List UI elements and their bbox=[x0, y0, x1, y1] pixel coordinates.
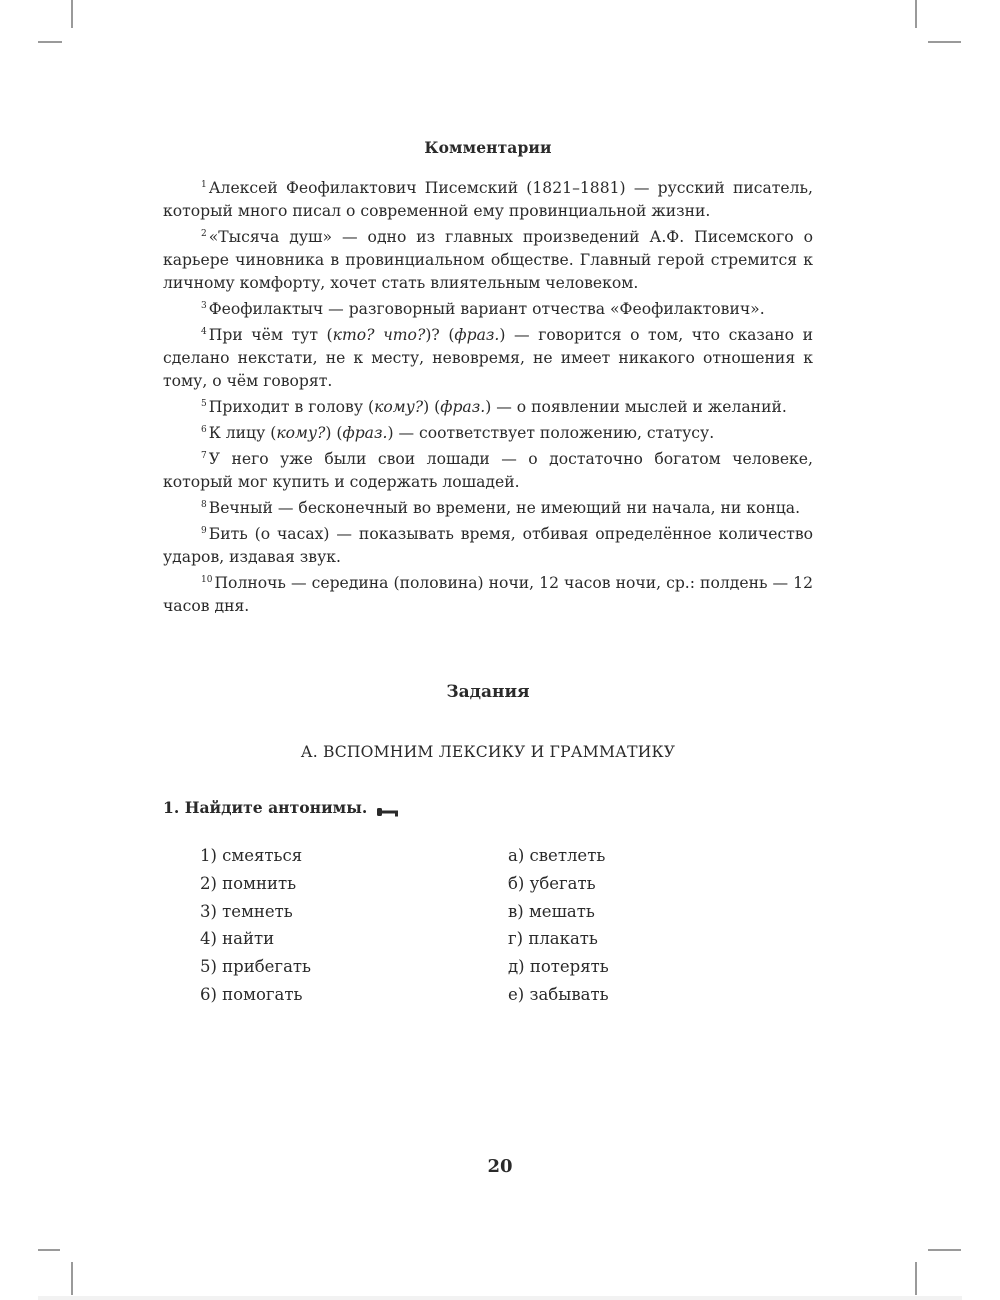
left-column bbox=[200, 842, 508, 1009]
crop-mark-bottom-left-vertical bbox=[71, 1262, 73, 1295]
footnote bbox=[163, 419, 813, 445]
left-item: 6) помогать bbox=[200, 984, 303, 1004]
footnote bbox=[163, 321, 813, 393]
left-item: 5) прибегать bbox=[200, 957, 312, 977]
footnote bbox=[163, 393, 813, 419]
footnote bbox=[163, 520, 813, 569]
crop-mark-bottom-right-horizontal bbox=[928, 1249, 961, 1251]
section-title: А. ВСПОМНИМ ЛЕКСИКУ И ГРАММАТИКУ bbox=[300, 743, 676, 761]
right-item: е) забывать bbox=[508, 984, 609, 1004]
footnote-italic-text: кому? bbox=[374, 398, 424, 416]
footnote-number: 1 bbox=[201, 180, 207, 190]
footnote-text: Приходит в голову ( bbox=[208, 398, 375, 416]
footnote-italic-text: фраз. bbox=[342, 424, 388, 442]
footnote-text: ) — о появлении мыслей и желаний. bbox=[485, 398, 787, 416]
crop-mark-top-left-horizontal bbox=[38, 41, 62, 43]
footnote-number: 4 bbox=[201, 327, 207, 337]
footnote-number: 8 bbox=[201, 500, 207, 510]
footnote-italic-text: фраз. bbox=[454, 326, 500, 344]
footnote bbox=[163, 569, 813, 618]
task-1-heading bbox=[163, 796, 813, 820]
right-item: а) светлеть bbox=[508, 846, 606, 865]
footnote-text: Полночь — середина (половина) ночи, 12 часов ночи, ср.: полдень — 12 часов дня. bbox=[163, 574, 813, 615]
key-icon bbox=[377, 802, 403, 814]
footnotes-list bbox=[163, 174, 813, 618]
footnote-text: К лицу ( bbox=[208, 424, 277, 442]
footnote-text: )? ( bbox=[425, 326, 455, 344]
left-item: 1) смеяться bbox=[200, 846, 303, 865]
footnote-text: При чём тут ( bbox=[208, 326, 333, 344]
footnote-text: Алексей Феофилактович Писемский (1821–1881) — русский писатель, который много писал о современной ему провинциальной жизни. bbox=[163, 179, 813, 220]
footnote bbox=[163, 445, 813, 494]
footnote bbox=[163, 295, 813, 321]
footnote-italic-text: кому? bbox=[276, 424, 326, 442]
footnote bbox=[163, 494, 813, 520]
footnote bbox=[163, 223, 813, 295]
footnote-text: ) — соответствует положению, статусу. bbox=[387, 424, 715, 442]
footnote-number: 7 bbox=[201, 451, 207, 461]
footnote bbox=[163, 174, 813, 223]
footnote-text: У него уже были свои лошади — о достаточно богатом человеке, который мог купить и содержать лошадей. bbox=[163, 450, 813, 491]
page-content bbox=[163, 138, 813, 1009]
crop-mark-bottom-left-horizontal bbox=[38, 1249, 60, 1251]
right-item: в) мешать bbox=[508, 901, 595, 921]
tasks-title: Задания bbox=[446, 682, 530, 702]
footnote-number: 3 bbox=[201, 301, 207, 311]
crop-mark-top-left-vertical bbox=[71, 0, 73, 28]
right-item: б) убегать bbox=[508, 873, 596, 893]
comments-title: Комментарии bbox=[424, 138, 552, 157]
crop-mark-top-right-vertical bbox=[915, 0, 917, 28]
footnote-number: 2 bbox=[201, 229, 207, 239]
left-item: 2) помнить bbox=[200, 873, 297, 893]
right-item: д) потерять bbox=[508, 957, 609, 977]
page-edge bbox=[38, 1296, 962, 1300]
antonym-pairs bbox=[163, 842, 813, 1009]
crop-mark-bottom-right-vertical bbox=[915, 1262, 917, 1295]
task-1-heading-text: 1. Найдите антонимы. bbox=[163, 798, 368, 817]
footnote-number: 9 bbox=[201, 526, 207, 536]
left-item: 4) найти bbox=[200, 929, 275, 949]
footnote-text: ) — говорится о том, что сказано и сделано некстати, не к месту, невовремя, не имеет никакого отношения к тому, о чём говорят. bbox=[163, 326, 813, 390]
footnote-text: ) ( bbox=[325, 424, 343, 442]
page-number: 20 bbox=[487, 1156, 513, 1177]
right-column bbox=[508, 842, 808, 1009]
footnote-text: Вечный — бесконечный во времени, не имеющий ни начала, ни конца. bbox=[208, 499, 801, 517]
footnote-italic-text: фраз. bbox=[440, 398, 486, 416]
footnote-number: 5 bbox=[201, 399, 207, 409]
crop-mark-top-right-horizontal bbox=[928, 41, 961, 43]
footnote-text: Бить (о часах) — показывать время, отбивая определённое количество ударов, издавая звук. bbox=[163, 525, 813, 566]
footnote-number: 10 bbox=[201, 575, 213, 585]
left-item: 3) темнеть bbox=[200, 901, 293, 921]
right-item: г) плакать bbox=[508, 929, 598, 949]
footnote-text: ) ( bbox=[423, 398, 441, 416]
footnote-text: Феофилактыч — разговорный вариант отчества «Феофилактович». bbox=[208, 300, 765, 318]
footnote-text: «Тысяча душ» — одно из главных произведений А.Ф. Писемского о карьере чиновника в провинциальном обществе. Главный герой стремится к личному комфорту, хочет стать влиятельным человеком. bbox=[163, 228, 813, 292]
footnote-italic-text: кто? что? bbox=[332, 326, 426, 344]
footnote-number: 6 bbox=[201, 425, 207, 435]
